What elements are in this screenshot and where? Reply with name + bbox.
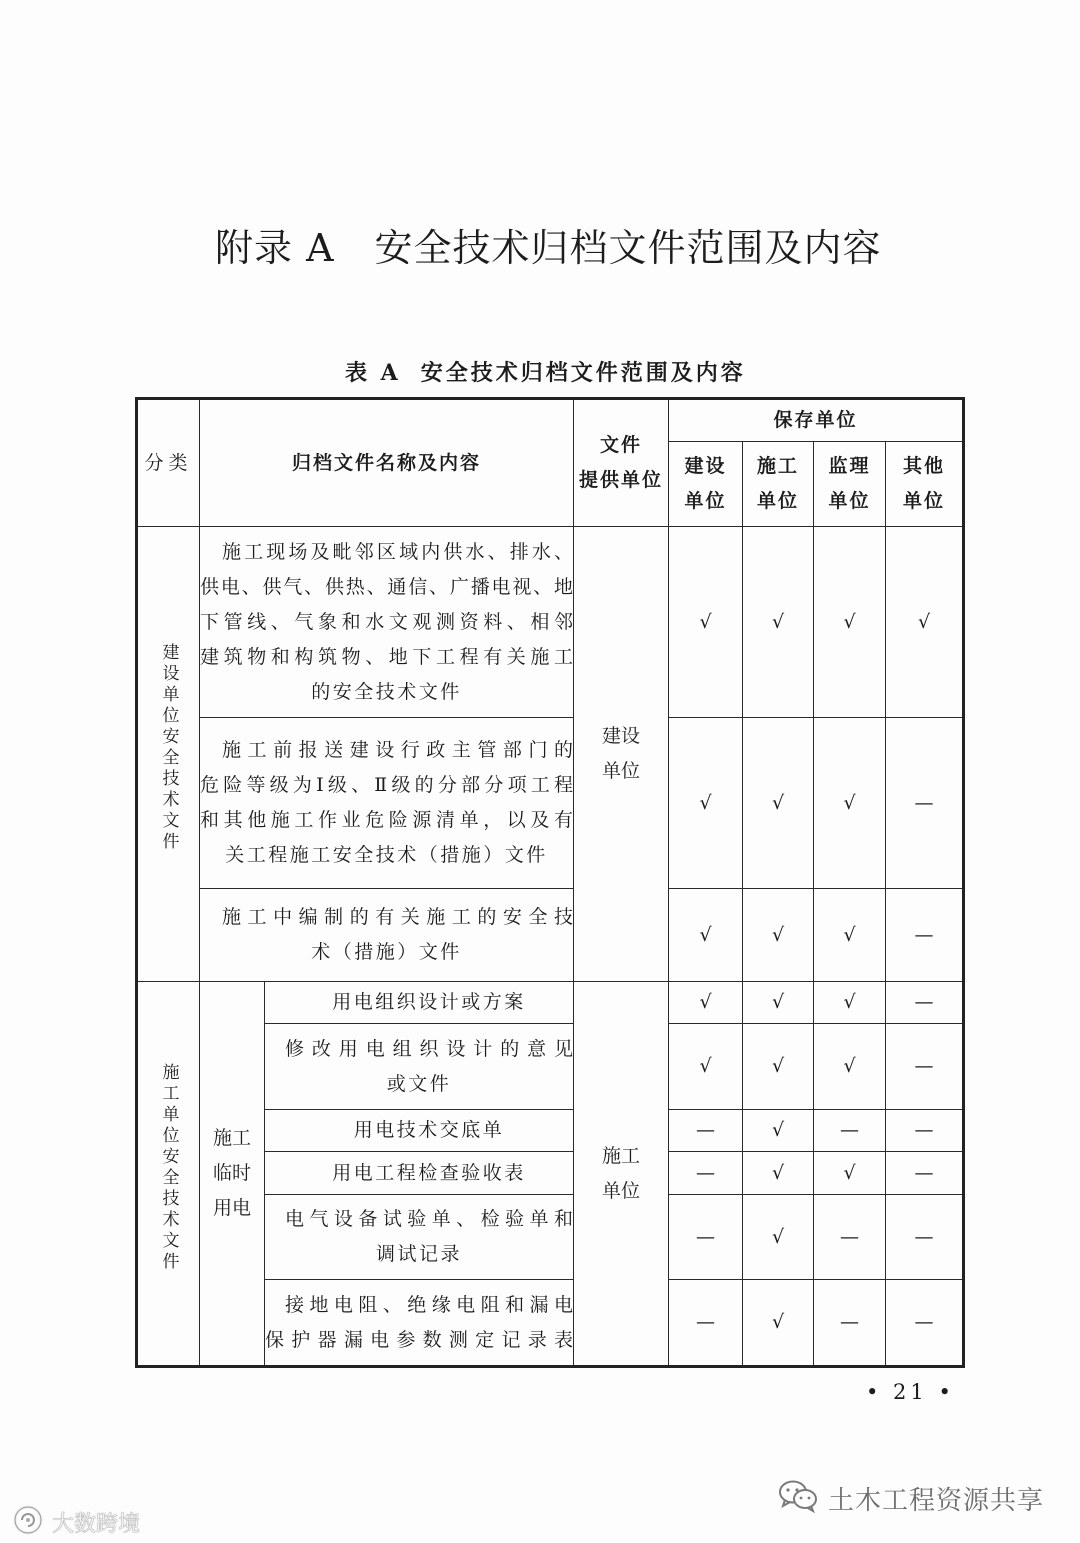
storage-mark-supervisor: — bbox=[814, 1110, 886, 1152]
storage-mark-supervisor: √ bbox=[814, 1152, 886, 1195]
header-category: 分类 bbox=[137, 399, 200, 527]
text-line: 用电组织设计或方案 bbox=[332, 991, 526, 1013]
document-name-cell bbox=[200, 889, 574, 982]
storage-mark-other: — bbox=[886, 982, 964, 1024]
document-name-cell bbox=[265, 1024, 574, 1110]
storage-mark-contractor: √ bbox=[743, 718, 814, 889]
text-line: 术（措施）文件 bbox=[311, 941, 462, 963]
appendix-heading bbox=[215, 226, 882, 270]
text-line: 保护器漏电参数测定记录表 bbox=[265, 1328, 574, 1351]
wechat-icon bbox=[778, 1479, 818, 1517]
subcategory-line: 临时 bbox=[212, 1162, 251, 1184]
storage-mark-owner: √ bbox=[669, 718, 743, 889]
header-storage: 保存单位 bbox=[669, 399, 964, 442]
storage-mark-contractor: √ bbox=[743, 527, 814, 718]
storage-mark-other: — bbox=[886, 1195, 964, 1280]
watermark-right-text: 土木工程资源共享 bbox=[828, 1485, 1045, 1516]
provider-cell bbox=[574, 527, 669, 982]
storage-mark-owner: √ bbox=[669, 1024, 743, 1110]
text-line: 施工中编制的有关施工的安全技 bbox=[222, 906, 574, 928]
table-row bbox=[137, 982, 964, 1024]
header-line: 施工 bbox=[757, 455, 800, 477]
dashu-logo-icon bbox=[8, 1503, 48, 1541]
storage-mark-contractor: √ bbox=[743, 982, 814, 1024]
storage-mark-supervisor: √ bbox=[814, 718, 886, 889]
storage-mark-owner: — bbox=[669, 1110, 743, 1152]
storage-mark-supervisor: — bbox=[814, 1195, 886, 1280]
document-name-cell bbox=[265, 1110, 574, 1152]
document-name-cell bbox=[265, 1280, 574, 1367]
table-title: 安全技术归档文件范围及内容 bbox=[420, 360, 746, 386]
subcategory-cell bbox=[200, 982, 265, 1367]
text-line: 施工前报送建设行政主管部门的 bbox=[222, 739, 574, 761]
category-label: 施工单位安全技术文件 bbox=[158, 1062, 179, 1273]
storage-mark-owner: √ bbox=[669, 889, 743, 982]
storage-mark-other: — bbox=[886, 1280, 964, 1367]
storage-mark-contractor: √ bbox=[743, 1195, 814, 1280]
text-line: 建筑物和构筑物、地下工程有关施工 bbox=[200, 645, 574, 668]
document-name-cell bbox=[265, 1152, 574, 1195]
storage-mark-supervisor: √ bbox=[814, 889, 886, 982]
storage-mark-contractor: √ bbox=[743, 889, 814, 982]
header-row bbox=[137, 399, 964, 442]
storage-mark-other: — bbox=[886, 1024, 964, 1110]
storage-mark-other: √ bbox=[886, 527, 964, 718]
storage-mark-owner: — bbox=[669, 1280, 743, 1367]
archive-scope-table bbox=[135, 397, 965, 1368]
text-line: 和其他施工作业危险源清单，以及有 bbox=[200, 809, 574, 831]
table-row bbox=[137, 889, 964, 982]
text-line: 供电、供气、供热、通信、广播电视、地 bbox=[200, 575, 574, 598]
storage-mark-contractor: √ bbox=[743, 1024, 814, 1110]
watermark-left bbox=[8, 1504, 140, 1540]
table-row bbox=[137, 718, 964, 889]
document-name-cell bbox=[265, 982, 574, 1024]
header-storage-supervisor bbox=[814, 442, 886, 527]
header-line: 单位 bbox=[828, 490, 871, 512]
header-document-name: 归档文件名称及内容 bbox=[200, 399, 574, 527]
storage-mark-other: — bbox=[886, 718, 964, 889]
header-line: 单位 bbox=[684, 490, 727, 512]
text-line: 调试记录 bbox=[376, 1243, 463, 1265]
storage-mark-contractor: √ bbox=[743, 1110, 814, 1152]
provider-line: 建设 bbox=[602, 725, 641, 747]
subcategory-line: 施工 bbox=[212, 1127, 251, 1149]
storage-mark-owner: √ bbox=[669, 982, 743, 1024]
storage-mark-owner: √ bbox=[669, 527, 743, 718]
header-storage-contractor bbox=[743, 442, 814, 527]
provider-line: 施工 bbox=[602, 1144, 641, 1167]
subcategory-line: 用电 bbox=[212, 1197, 251, 1219]
storage-mark-contractor: √ bbox=[743, 1280, 814, 1367]
provider-line: 单位 bbox=[602, 1179, 641, 1202]
storage-mark-supervisor: √ bbox=[814, 982, 886, 1024]
storage-mark-owner: — bbox=[669, 1152, 743, 1195]
header-line: 建设 bbox=[684, 455, 727, 477]
header-provider-line1: 文件 bbox=[600, 434, 643, 456]
storage-mark-supervisor: √ bbox=[814, 527, 886, 718]
storage-mark-owner: — bbox=[669, 1195, 743, 1280]
header-storage-owner bbox=[669, 442, 743, 527]
header-line: 监理 bbox=[828, 455, 871, 477]
document-name-cell bbox=[265, 1195, 574, 1280]
storage-mark-supervisor: — bbox=[814, 1280, 886, 1367]
header-provider bbox=[574, 399, 669, 527]
text-line: 或文件 bbox=[386, 1072, 452, 1095]
watermark-left-text: 大数跨境 bbox=[52, 1511, 141, 1537]
table-caption bbox=[345, 359, 746, 387]
appendix-title: 安全技术归档文件范围及内容 bbox=[374, 226, 882, 270]
text-line: 修改用电组织设计的意见 bbox=[285, 1037, 574, 1060]
storage-mark-other: — bbox=[886, 1152, 964, 1195]
text-line: 用电技术交底单 bbox=[353, 1119, 505, 1141]
provider-line: 单位 bbox=[602, 760, 641, 782]
header-storage-other bbox=[886, 442, 964, 527]
header-line: 其他 bbox=[903, 455, 946, 477]
table-label: 表 A bbox=[345, 360, 401, 386]
header-line: 单位 bbox=[757, 490, 800, 512]
storage-mark-other: — bbox=[886, 1110, 964, 1152]
text-line: 施工现场及毗邻区域内供水、排水、 bbox=[222, 540, 574, 563]
category-label: 建设单位安全技术文件 bbox=[158, 643, 179, 853]
text-line: 电气设备试验单、检验单和 bbox=[285, 1208, 574, 1230]
storage-mark-supervisor: √ bbox=[814, 1024, 886, 1110]
text-line: 的安全技术文件 bbox=[311, 680, 462, 703]
text-line: 下管线、气象和水文观测资料、相邻 bbox=[200, 610, 574, 633]
page-number: • 21 • bbox=[866, 1380, 955, 1404]
category-cell bbox=[137, 527, 200, 982]
storage-mark-contractor: √ bbox=[743, 1152, 814, 1195]
document-name-cell bbox=[200, 718, 574, 889]
text-line: 接地电阻、绝缘电阻和漏电 bbox=[285, 1293, 574, 1316]
watermark-right bbox=[778, 1480, 1044, 1516]
header-provider-line2: 提供单位 bbox=[579, 469, 664, 491]
text-line: 危险等级为Ⅰ级、Ⅱ级的分部分项工程 bbox=[200, 774, 574, 796]
storage-mark-other: — bbox=[886, 889, 964, 982]
document-name-cell bbox=[200, 527, 574, 718]
appendix-label: 附录 A bbox=[215, 226, 335, 270]
table-row bbox=[137, 527, 964, 718]
text-line: 用电工程检查验收表 bbox=[332, 1161, 526, 1184]
category-cell bbox=[137, 982, 200, 1367]
text-line: 关工程施工安全技术（措施）文件 bbox=[225, 844, 548, 866]
header-line: 单位 bbox=[903, 490, 946, 512]
provider-cell bbox=[574, 982, 669, 1367]
